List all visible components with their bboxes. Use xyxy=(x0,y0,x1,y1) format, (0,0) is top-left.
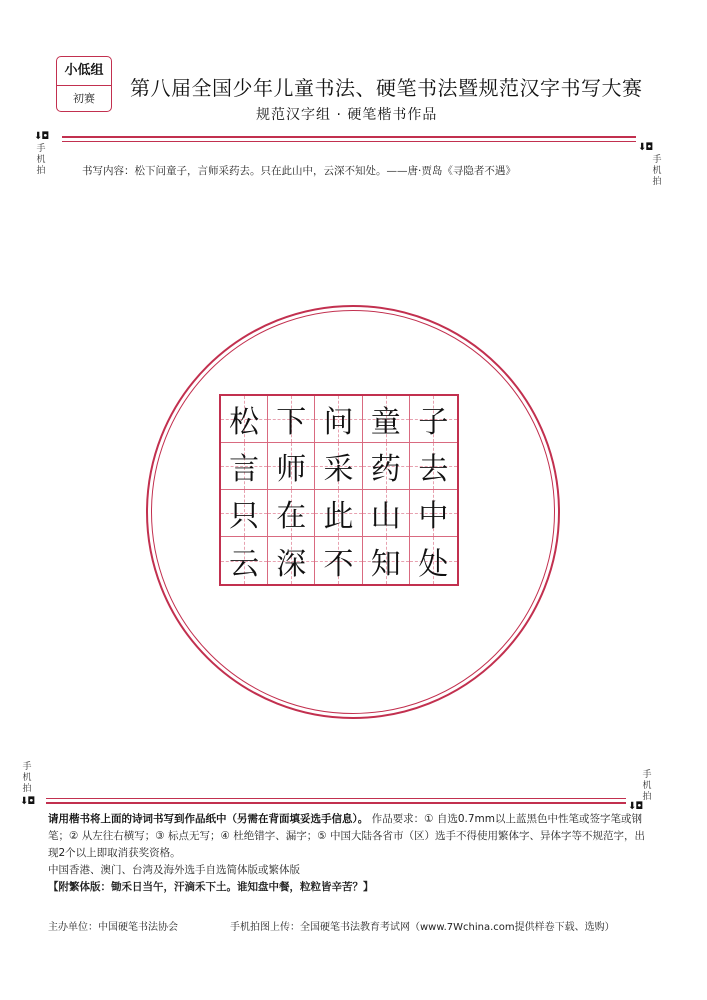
character-grid xyxy=(219,394,459,586)
grid-cell xyxy=(221,396,268,443)
group-badge xyxy=(56,56,112,112)
phone-capture-label: 手机拍 xyxy=(36,144,46,176)
bottom-rule-upper xyxy=(46,798,626,799)
instructions-block xyxy=(48,811,648,896)
instructions-lead: 请用楷书将上面的诗词书写到作品纸中（另需在背面填妥选手信息）。 xyxy=(48,813,369,825)
grid-character: 深 xyxy=(276,546,307,582)
top-rule-lower xyxy=(62,141,636,142)
camera-icon: ⬇◘ xyxy=(34,131,49,142)
grid-cell xyxy=(315,537,362,584)
grid-cell xyxy=(221,490,268,537)
grid-cell xyxy=(363,396,410,443)
badge-group-label: 小低组 xyxy=(57,57,111,86)
top-rule-upper xyxy=(62,136,636,138)
grid-character: 采 xyxy=(323,452,354,487)
grid-character: 中 xyxy=(418,499,449,534)
grid-character: 松 xyxy=(229,405,260,440)
grid-character: 山 xyxy=(370,499,401,534)
grid-cell xyxy=(410,443,457,490)
grid-cell xyxy=(363,537,410,584)
grid-character: 去 xyxy=(418,452,449,487)
grid-character: 此 xyxy=(323,499,354,534)
grid-character: 下 xyxy=(276,405,307,440)
grid-character: 只 xyxy=(229,499,260,534)
grid-character: 不 xyxy=(323,546,354,582)
grid-character: 童 xyxy=(370,405,401,440)
phone-capture-label: 手机拍 xyxy=(22,762,32,794)
grid-cell xyxy=(315,490,362,537)
grid-cell xyxy=(410,537,457,584)
grid-character: 子 xyxy=(418,405,449,440)
camera-icon: ⬇◘ xyxy=(20,796,35,807)
competition-title: 第八届全国少年儿童书法、硬笔书法暨规范汉字书写大赛 xyxy=(130,76,643,100)
grid-cell xyxy=(410,396,457,443)
camera-icon: ⬇◘ xyxy=(628,801,643,812)
grid-cell xyxy=(221,537,268,584)
grid-cell xyxy=(268,396,315,443)
grid-cell xyxy=(363,443,410,490)
grid-character: 言 xyxy=(229,452,260,487)
organizer-label: 主办单位：中国硬笔书法协会 xyxy=(48,922,178,933)
upload-info: 手机拍图上传：全国硬笔书法教育考试网（www.7Wchina.com提供样卷下载、选购） xyxy=(230,922,615,933)
phone-capture-label: 手机拍 xyxy=(652,155,662,187)
grid-cell xyxy=(268,443,315,490)
grid-cell xyxy=(315,443,362,490)
grid-cell xyxy=(315,396,362,443)
grid-cell xyxy=(363,490,410,537)
instructions-hk-note: 中国香港、澳门、台湾及海外选手自选简体版或繁体版 xyxy=(48,864,300,876)
grid-cell xyxy=(268,490,315,537)
grid-cell xyxy=(410,490,457,537)
grid-character: 药 xyxy=(370,452,401,487)
badge-round-label: 初赛 xyxy=(73,92,95,105)
grid-character: 知 xyxy=(370,546,401,582)
grid-character: 云 xyxy=(229,546,260,582)
camera-icon: ⬇◘ xyxy=(638,142,653,153)
grid-cell xyxy=(221,443,268,490)
instructions-requirements: 作品要求：① 自选0.7mm以上蓝黑色中性笔或签字笔或钢笔；② 从左往右横写；③ 标点无写；④ 杜绝错字、漏字；⑤ 中国大陆各省市（区）选手不得使用繁体字、异体字等不规范字，出现2个以上即取消获奖资格。 xyxy=(48,813,646,859)
bottom-rule-lower xyxy=(46,802,626,804)
grid-character: 在 xyxy=(276,499,307,534)
grid-character: 问 xyxy=(323,405,354,440)
instructions-traditional-version: 【附繁体版：锄禾日当午，汗滴禾下土。谁知盘中餐，粒粒皆辛苦？】 xyxy=(48,881,374,893)
grid-character: 处 xyxy=(418,546,449,582)
grid-character: 师 xyxy=(276,452,307,487)
grid-cell xyxy=(268,537,315,584)
writing-content: 书写内容：松下问童子，言师采药去。只在此山中，云深不知处。——唐·贾岛《寻隐者不遇》 xyxy=(82,165,516,177)
phone-capture-label: 手机拍 xyxy=(642,770,652,802)
category-subtitle: 规范汉字组 · 硬笔楷书作品 xyxy=(256,107,438,123)
